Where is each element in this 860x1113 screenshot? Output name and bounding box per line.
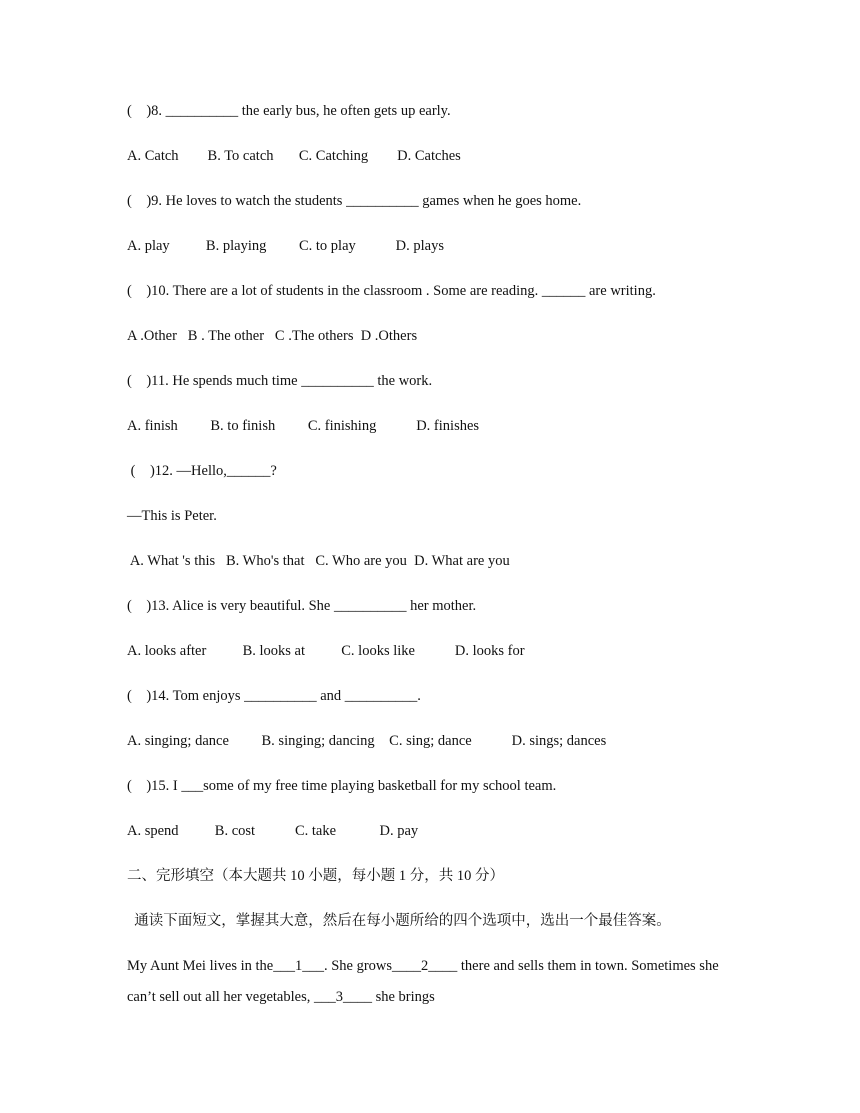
passage-line-1: My Aunt Mei lives in the___1___. She grows____2____ there and sells them in town. Sometimes she [127,958,719,974]
question-10-options: A .Other B . The other C .The others D .Others [127,328,418,344]
question-14-options: A. singing; dance B. singing; dancing C. sing; dance D. sings; dances [127,733,607,749]
passage-line-2: can’t sell out all her vegetables, ___3____ she brings [127,989,435,1005]
question-12-options: A. What 's this B. Who's that C. Who are you D. What are you [127,553,510,569]
question-11: ( )11. He spends much time __________ the work. [127,373,433,389]
question-10: ( )10. There are a lot of students in the classroom . Some are reading. ______ are writing. [127,283,656,299]
question-13: ( )13. Alice is very beautiful. She __________ her mother. [127,598,477,614]
question-8-options: A. Catch B. To catch C. Catching D. Catches [127,148,461,164]
question-9: ( )9. He loves to watch the students __________ games when he goes home. [127,193,582,209]
section-instructions: 通读下面短文，掌握其大意，然后在每小题所给的四个选项中，选出一个最佳答案。 [127,913,671,929]
question-15-options: A. spend B. cost C. take D. pay [127,823,419,839]
question-9-options: A. play B. playing C. to play D. plays [127,238,444,254]
question-12-reply: —This is Peter. [127,508,217,524]
section-heading: 二、完形填空（本大题共 10 小题，每小题 1 分，共 10 分） [127,868,504,884]
question-11-options: A. finish B. to finish C. finishing D. finishes [127,418,480,434]
question-13-options: A. looks after B. looks at C. looks like D. looks for [127,643,525,659]
question-14: ( )14. Tom enjoys __________ and __________. [127,688,421,704]
question-8: ( )8. __________ the early bus, he often gets up early. [127,103,451,119]
question-15: ( )15. I ___some of my free time playing basketball for my school team. [127,778,557,794]
question-12: ( )12. —Hello,______? [127,463,277,479]
